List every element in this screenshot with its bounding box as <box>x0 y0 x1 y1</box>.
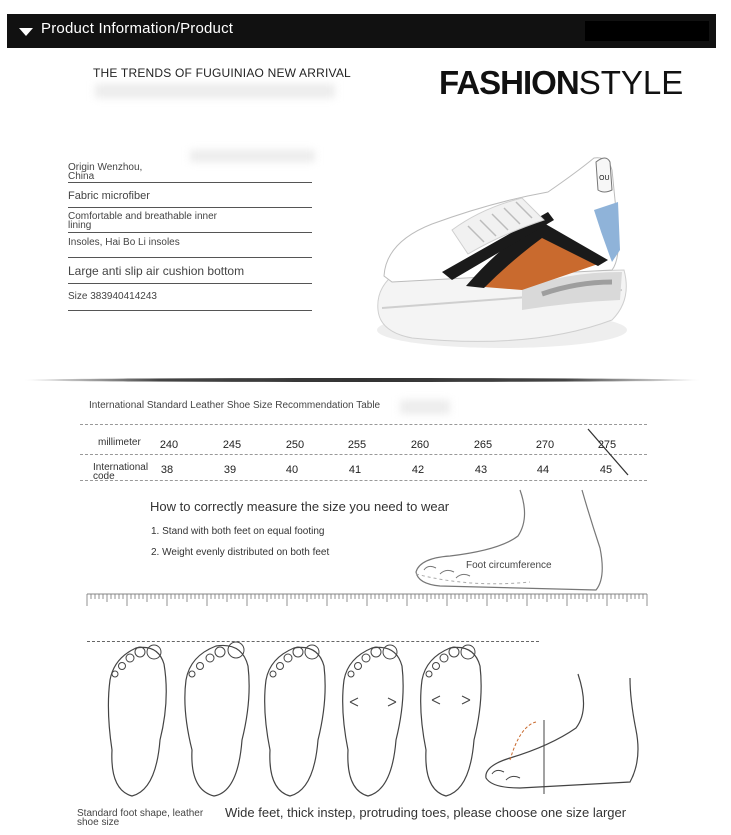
foot-outline-3 <box>258 640 332 800</box>
section-title: Product Information/Product <box>41 20 234 37</box>
svg-text:OU: OU <box>599 174 610 182</box>
size-code-cell: 41 <box>348 464 362 476</box>
measure-heading: How to correctly measure the size you need to wear <box>150 499 450 514</box>
size-code-cell: 43 <box>474 464 488 476</box>
spec-lining: Comfortable and breathable inner lining <box>68 211 217 231</box>
caret-down-icon <box>19 28 33 36</box>
size-mm-cell: 260 <box>410 439 430 451</box>
table-dashed-line <box>80 424 647 425</box>
blurred-spec-bg <box>190 150 315 162</box>
size-table-title: International Standard Leather Shoe Size Recommendation Table <box>89 400 381 411</box>
trend-text: THE TRENDS OF FUGUINIAO NEW ARRIVAL <box>93 66 351 80</box>
spec-size: Size 383940414243 <box>68 291 157 302</box>
ruler <box>87 593 647 607</box>
size-mm-cell: 265 <box>473 439 493 451</box>
foot-outline-5 <box>414 640 488 800</box>
caption-wide-feet: Wide feet, thick instep, protruding toes, please choose one size larger <box>225 805 627 820</box>
section-header <box>7 14 716 48</box>
fashion-thin: STYLE <box>578 64 684 101</box>
spec-insoles: Insoles, Hai Bo Li insoles <box>68 237 180 248</box>
spec-line <box>68 283 312 284</box>
size-mm-cell: 245 <box>222 439 242 451</box>
caption-standard-foot: Standard foot shape, leather shoe size <box>77 808 204 828</box>
section-divider <box>24 378 700 382</box>
spec-origin: Origin Wenzhou, China <box>68 162 143 182</box>
spec-line <box>68 310 312 311</box>
size-mm-cell: 275 <box>597 439 617 451</box>
foot-outline-standard <box>100 640 174 800</box>
foot-outline-4 <box>336 640 410 800</box>
blurred-table-bg <box>400 400 450 414</box>
foot-outline-wide <box>180 636 254 800</box>
spec-fabric: Fabric microfiber <box>68 190 150 202</box>
size-mm-cell: 255 <box>347 439 367 451</box>
foot-side-sketch <box>410 488 610 598</box>
diagonal-slash <box>586 427 632 479</box>
code-label: International code <box>93 462 149 482</box>
sneaker-image <box>372 150 637 355</box>
size-mm-cell: 250 <box>285 439 305 451</box>
size-mm-cell: 240 <box>159 439 179 451</box>
size-code-cell: 38 <box>160 464 174 476</box>
blurred-subtext <box>95 84 335 98</box>
table-dashed-line <box>80 454 647 455</box>
fashion-bold: FASHION <box>439 64 579 101</box>
size-code-cell: 42 <box>411 464 425 476</box>
spec-line <box>68 182 312 183</box>
foot-circumference-label: Foot circumference <box>466 560 552 571</box>
table-dashed-line <box>80 480 647 481</box>
foot-side-instep <box>480 670 645 798</box>
size-code-cell: 45 <box>599 464 613 476</box>
millimeter-label: millimeter <box>98 437 141 448</box>
size-code-cell: 40 <box>285 464 299 476</box>
measure-step-2: 2. Weight evenly distributed on both feet <box>151 547 330 558</box>
size-mm-cell: 270 <box>535 439 555 451</box>
header-redaction <box>585 21 709 41</box>
spec-line <box>68 232 312 233</box>
fashion-style-heading <box>439 64 683 102</box>
spec-cushion: Large anti slip air cushion bottom <box>68 264 245 278</box>
size-code-cell: 39 <box>223 464 237 476</box>
measure-step-1: 1. Stand with both feet on equal footing <box>151 526 325 537</box>
spec-line <box>68 257 312 258</box>
size-code-cell: 44 <box>536 464 550 476</box>
spec-line <box>68 207 312 208</box>
